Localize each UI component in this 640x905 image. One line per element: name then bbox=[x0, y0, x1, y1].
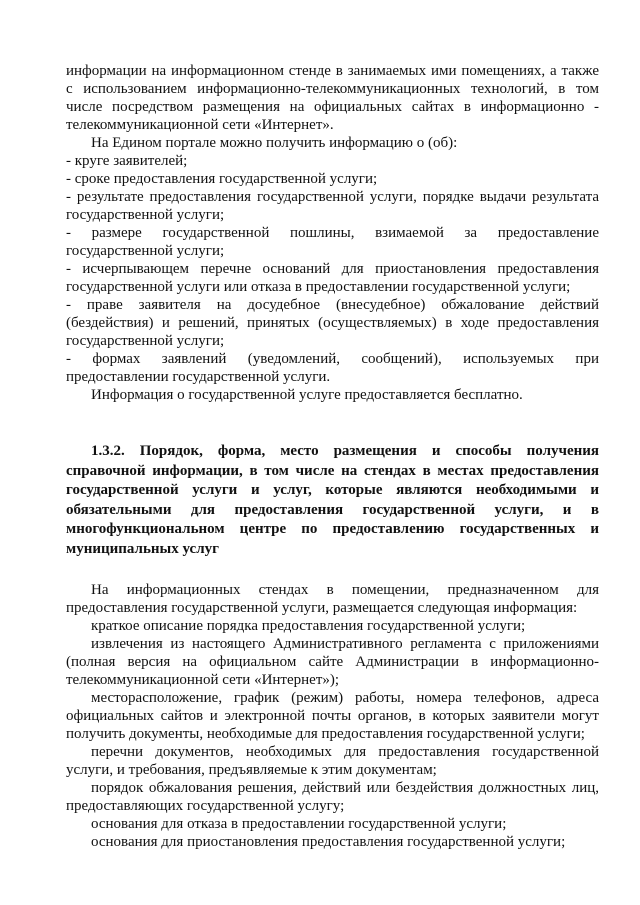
list-item: - размере государственной пошлины, взимаемой за предоставление государственной услуги; bbox=[66, 225, 599, 259]
section-heading: 1.3.2. Порядок, форма, место размещения и способы получения справочной информации, в том числе на стендах в местах предоставления государственной услуги и услуг, которые являются необходимыми и обязательными для предоставления государственной услуги, и в многофункциональном центре по предоставлению государственных и муниципальных услуг bbox=[66, 443, 599, 557]
list-item: - формах заявлений (уведомлений, сообщений), используемых при предоставлении государственной услуги. bbox=[66, 351, 599, 385]
top-text-block bbox=[66, 62, 599, 404]
list-item: - результате предоставления государственной услуги, порядке выдачи результата государственной услуги; bbox=[66, 189, 599, 223]
paragraph-free-info: Информация о государственной услуге предоставляется бесплатно. bbox=[91, 387, 523, 403]
list-item: основания для приостановления предоставления государственной услуги; bbox=[91, 834, 566, 850]
bottom-text-block bbox=[66, 581, 599, 851]
list-item: краткое описание порядка предоставления государственной услуги; bbox=[91, 618, 526, 634]
list-item: - круге заявителей; bbox=[66, 153, 188, 169]
list-item: извлечения из настоящего Административного регламента с приложениями (полная версия на официальном сайте Администрации в информационно-телекоммуникационной сети «Интернет»); bbox=[66, 636, 599, 688]
list-item: месторасположение, график (режим) работы, номера телефонов, адреса официальных сайтов и электронной почты органов, в которых заявители могут получить документы, необходимые для предоставления государственной услуги; bbox=[66, 690, 599, 742]
list-item: основания для отказа в предоставлении государственной услуги; bbox=[91, 816, 507, 832]
paragraph-stands-intro: На информационных стендах в помещении, предназначенном для предоставления государственной услуги, размещается следующая информация: bbox=[66, 582, 599, 616]
list-item: перечни документов, необходимых для предоставления государственной услуги, и требования, предъявляемые к этим документам; bbox=[66, 744, 599, 778]
list-item: - исчерпывающем перечне оснований для приостановления предоставления государственной услуги или отказа в предоставлении государственной услуги; bbox=[66, 261, 599, 295]
list-item: - сроке предоставления государственной услуги; bbox=[66, 171, 378, 187]
list-item: порядок обжалования решения, действий или бездействия должностных лиц, предоставляющих государственной услугу; bbox=[66, 780, 599, 814]
list-item: - праве заявителя на досудебное (внесудебное) обжалование действий (бездействия) и решений, принятых (осуществляемых) в ходе предоставления государственной услуги; bbox=[66, 297, 599, 349]
paragraph-single-portal: На Едином портале можно получить информацию о (об): bbox=[91, 135, 458, 151]
paragraph-info-stand: информации на информационном стенде в занимаемых ими помещениях, а также с использованием информационно-телекоммуникационных технологий, в том числе посредством размещения на официальных сайтах в информационно - телекоммуникационной сети «Интернет». bbox=[66, 63, 599, 133]
